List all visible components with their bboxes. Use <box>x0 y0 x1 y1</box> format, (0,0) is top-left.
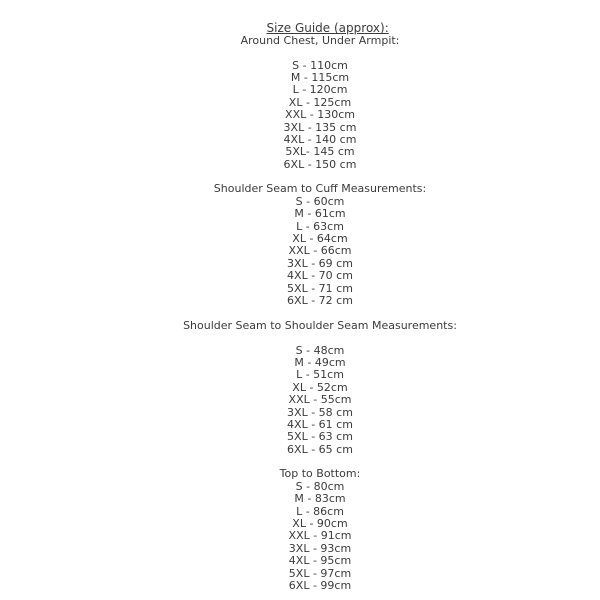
size-row: 4XL - 70 cm <box>287 269 353 283</box>
size-row: S - 48cm <box>295 343 345 357</box>
size-guide-page <box>40 0 600 592</box>
size-row: 4XL - 61 cm <box>287 417 353 431</box>
size-row: XXL - 55cm <box>288 393 352 407</box>
section-heading: Shoulder Seam to Shoulder Seam Measurements: <box>183 318 457 332</box>
size-row: 6XL - 99cm <box>288 578 352 592</box>
size-row: L - 51cm <box>296 368 344 382</box>
size-row: L - 63cm <box>296 219 344 233</box>
size-row: M - 83cm <box>294 492 346 506</box>
size-row: 3XL - 135 cm <box>283 120 357 134</box>
size-row: 5XL - 71 cm <box>287 281 353 295</box>
size-row: XL - 125cm <box>288 95 352 109</box>
section-heading: Shoulder Seam to Cuff Measurements: <box>213 182 427 196</box>
blank-line <box>40 47 600 59</box>
size-row: 3XL - 58 cm <box>287 405 353 419</box>
size-row: 5XL - 63 cm <box>287 430 353 444</box>
size-row: M - 115cm <box>290 70 350 84</box>
size-row: M - 49cm <box>294 355 346 369</box>
size-row: XL - 52cm <box>292 380 348 394</box>
size-row: XXL - 91cm <box>288 529 352 543</box>
size-row: L - 120cm <box>292 83 348 97</box>
size-row: 3XL - 93cm <box>288 541 352 555</box>
size-row: XXL - 130cm <box>285 108 355 122</box>
size-row: XL - 90cm <box>292 517 348 531</box>
size-row: 4XL - 140 cm <box>283 132 357 146</box>
blank-line <box>40 307 600 319</box>
size-row: XXL - 66cm <box>288 244 352 258</box>
page-title: Size Guide (approx): <box>266 21 389 36</box>
size-row: 6XL - 65 cm <box>287 442 353 456</box>
size-row: 6XL - 72 cm <box>287 293 353 307</box>
section-heading: Top to Bottom: <box>279 467 361 481</box>
size-row: 5XL- 145 cm <box>285 145 355 159</box>
blank-line <box>40 332 600 344</box>
size-row: M - 61cm <box>294 207 346 221</box>
size-row: S - 110cm <box>292 58 348 72</box>
size-sections <box>40 22 600 592</box>
size-row: 4XL - 95cm <box>288 554 352 568</box>
size-row: S - 80cm <box>295 479 345 493</box>
size-row: XL - 64cm <box>292 232 348 246</box>
size-row: S - 60cm <box>295 194 345 208</box>
section-heading: Around Chest, Under Armpit: <box>240 33 400 47</box>
size-row: 3XL - 69 cm <box>287 256 353 270</box>
size-row: 6XL - 150 cm <box>283 157 357 171</box>
size-row: 5XL - 97cm <box>288 566 352 580</box>
title-line <box>40 10 600 36</box>
size-row: L - 86cm <box>296 504 344 518</box>
